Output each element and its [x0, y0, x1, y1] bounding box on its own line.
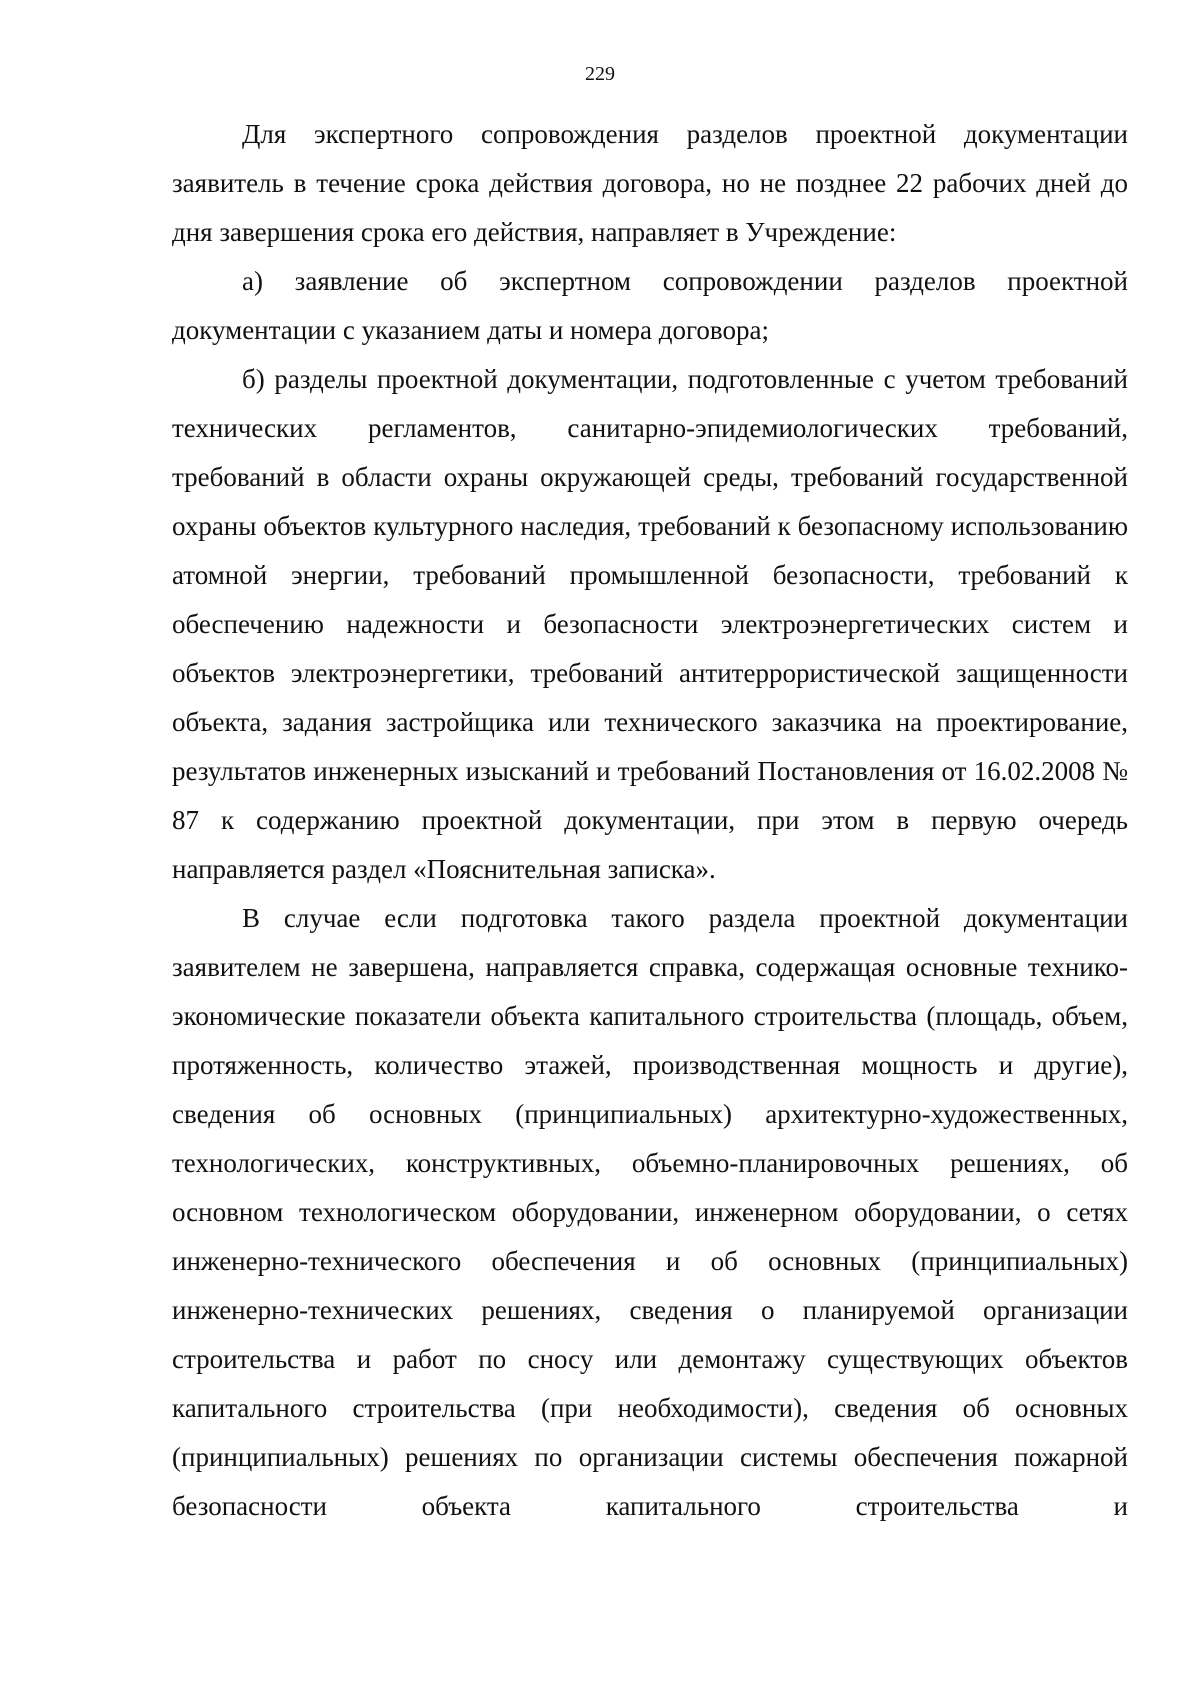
page-number: 229: [585, 63, 615, 85]
paragraph-item-b: б) разделы проектной документации, подготовленные с учетом требований технических регламентов, санитарно-эпидемиологических требований, требований в области охраны окружающей среды, требований государственной охраны объектов культурного наследия, требований к безопасному использованию атомной энергии, требований промышленной безопасности, требований к обеспечению надежности и безопасности электроэнергетических систем и объектов электроэнергетики, требований антитеррористической защищенности объекта, задания застройщика или технического заказчика на проектирование, результатов инженерных изысканий и требований Постановления от 16.02.2008 № 87 к содержанию проектной документации, при этом в первую очередь направляется раздел «Пояснительная записка».: [172, 364, 1128, 884]
paragraph-incomplete-section: В случае если подготовка такого раздела проектной документации заявителем не завершена, направляется справка, содержащая основные технико-экономические показатели объекта капитального строительства (площадь, объем, протяженность, количество этажей, производственная мощность и другие), сведения об основных (принципиальных) архитектурно-художественных, технологических, конструктивных, объемно-планировочных решениях, об основном технологическом оборудовании, инженерном оборудовании, о сетях инженерно-технического обеспечения и об основных (принципиальных) инженерно-технических решениях, сведения о планируемой организации строительства и работ по сносу или демонтажу существующих объектов капитального строительства (при необходимости), сведения об основных (принципиальных) решениях по организации системы обеспечения пожарной безопасности объекта капитального строительства и: [172, 903, 1128, 1521]
document-body: [172, 110, 1128, 1531]
paragraph-intro: Для экспертного сопровождения разделов проектной документации заявитель в течение срока действия договора, но не позднее 22 рабочих дней до дня завершения срока его действия, направляет в Учреждение:: [172, 119, 1128, 247]
paragraph-item-a: а) заявление об экспертном сопровождении разделов проектной документации с указанием даты и номера договора;: [172, 266, 1128, 345]
